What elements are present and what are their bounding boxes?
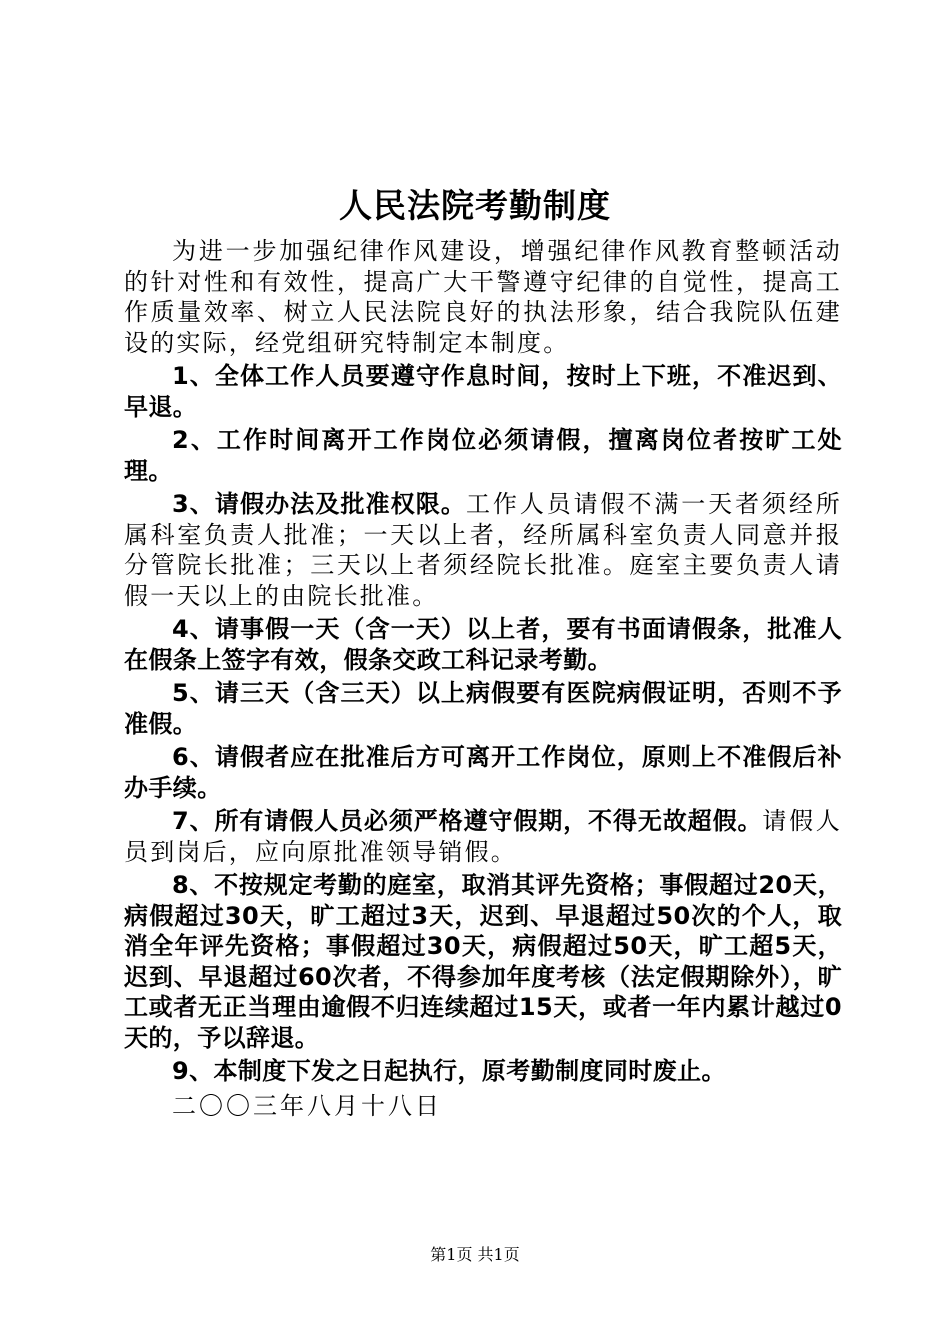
rule-3	[124, 489, 842, 611]
rule-1	[124, 361, 842, 422]
rule-9	[124, 1056, 842, 1087]
page-footer: 第1页 共1页	[430, 1245, 520, 1264]
rule-7-heading: 7、所有请假人员必须严格遵守假期，不得无故超假。	[172, 807, 763, 835]
rule-2	[124, 425, 842, 486]
rule-2-text: 2、工作时间离开工作岗位必须请假，擅离岗位者按旷工处理。	[124, 426, 842, 485]
rule-7-detail: 请假人员到岗后，应向原批准领导销假。	[124, 807, 842, 866]
rule-5-text: 5、请三天（含三天）以上病假要有医院病假证明，否则不予准假。	[124, 679, 842, 738]
document-title: 人民法院考勤制度	[339, 186, 611, 225]
rule-6	[124, 742, 842, 803]
rule-8-text: 8、不按规定考勤的庭室，取消其评先资格；事假超过20天，病假超过30天，旷工超过3天，迟到、早退超过50次的个人，取消全年评先资格；事假超过30天，病假超过50天，旷工超5天，迟到、早退超过60次者，不得参加年度考核（法定假期除外），旷工或者无正当理由逾假不归连续超过15天，或者一年内累计越过0天的，予以辞退。	[124, 871, 842, 1052]
rule-5	[124, 678, 842, 739]
rule-8	[124, 870, 842, 1053]
document-body	[124, 236, 842, 1121]
rule-4-text: 4、请事假一天（含一天）以上者，要有书面请假条，批准人在假条上签字有效，假条交政工科记录考勤。	[124, 615, 842, 674]
rule-4	[124, 614, 842, 675]
rule-3-detail: 工作人员请假不满一天者须经所属科室负责人批准；一天以上者，经所属科室负责人同意并报分管院长批准；三天以上者须经院长批准。庭室主要负责人请假一天以上的由院长批准。	[124, 490, 842, 610]
rule-3-heading: 3、请假办法及批准权限。	[172, 490, 466, 518]
intro-paragraph: 为进一步加强纪律作风建设，增强纪律作风教育整顿活动的针对性和有效性，提高广大干警遵守纪律的自觉性，提高工作质量效率、树立人民法院良好的执法形象，结合我院队伍建设的实际，经党组研究特制定本制度。	[124, 237, 842, 357]
rule-1-text: 1、全体工作人员要遵守作息时间，按时上下班，不准迟到、早退。	[124, 362, 842, 421]
rule-7	[124, 806, 842, 867]
document-date: 二〇〇三年八月十八日	[172, 1091, 442, 1120]
rule-9-text: 9、本制度下发之日起执行，原考勤制度同时废止。	[172, 1057, 726, 1085]
rule-6-text: 6、请假者应在批准后方可离开工作岗位，原则上不准假后补办手续。	[124, 743, 842, 802]
